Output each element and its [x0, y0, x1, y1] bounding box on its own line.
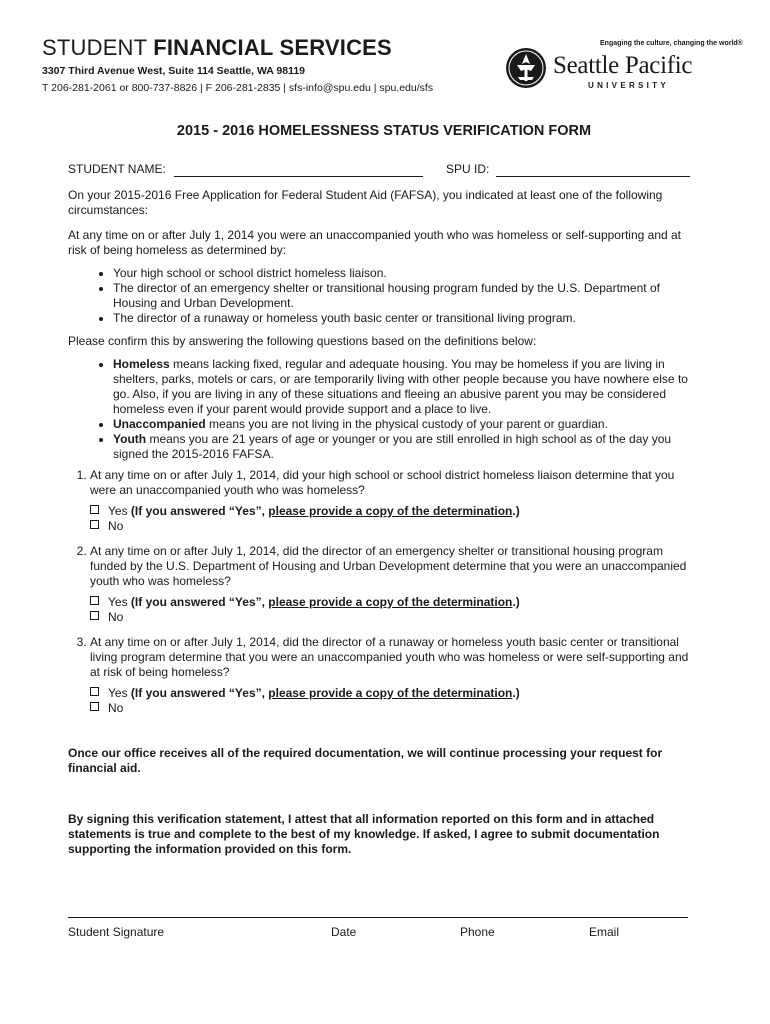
question-3	[90, 635, 700, 716]
student-name-label: STUDENT NAME:	[68, 162, 166, 176]
definition-list	[68, 357, 700, 462]
question-text: 3. At any time on or after July 1, 2014, did the director of a runaway or homeless youth basic center or transitional living program determine that you were an unaccompanied youth who was homeless or were self-supporting and at risk of being homeless?	[90, 635, 689, 679]
form-title: 2015 - 2016 HOMELESSNESS STATUS VERIFICATION FORM	[176, 123, 592, 139]
definition-unaccompanied: • Unaccompanied means you are not living in the physical custody of your parent or guardian.	[113, 417, 700, 432]
notice-text: Once our office receives all of the required documentation, we will continue processing your request for financial aid.	[68, 746, 663, 775]
org-address: 3307 Third Avenue West, Suite 114 Seattle, WA 98119	[42, 65, 306, 77]
signature-line[interactable]	[68, 917, 688, 918]
spu-id-field[interactable]	[496, 176, 690, 177]
seal-icon	[505, 47, 547, 89]
checkbox[interactable]	[90, 702, 99, 711]
student-signature-label: Student Signature	[68, 925, 165, 939]
org-title: STUDENT FINANCIAL SERVICES	[42, 35, 392, 60]
intro-text: On your 2015-2016 Free Application for Federal Student Aid (FAFSA), you indicated at least one of the following circumstances:	[68, 188, 663, 217]
org-contact: T 206-281-2061 or 800-737-8826 | F 206-281-2835 | sfs-info@spu.edu | spu.edu/sfs	[42, 82, 434, 94]
definition-homeless: • Homeless means lacking fixed, regular and adequate housing. You may be homeless if you are living in shelters, parks, motels or cars, or are temporarily living with other people because you have nowhere else to go. Also, if you are living in any of these situations and fleeing an abusive parent you may be considered homeless even if your parent would provide support and a place to live.	[113, 357, 700, 417]
logo-name: Seattle Pacific	[553, 52, 693, 79]
checkbox[interactable]	[90, 505, 99, 514]
checkbox[interactable]	[90, 687, 99, 696]
email-label: Email	[589, 925, 620, 939]
question-list	[68, 468, 700, 716]
question-2	[90, 544, 700, 625]
list-item: • The director of an emergency shelter or transitional housing program funded by the U.S. Department of Housing and Urban Development.	[113, 281, 700, 311]
checkbox[interactable]	[90, 611, 99, 620]
student-info-row	[68, 162, 700, 178]
no-option[interactable]: No	[90, 519, 700, 534]
yes-option[interactable]: Yes (If you answered “Yes”, please provide a copy of the determination.)	[90, 595, 700, 610]
yes-option[interactable]: Yes (If you answered “Yes”, please provide a copy of the determination.)	[90, 686, 700, 701]
question-text: 2. At any time on or after July 1, 2014, did the director of an emergency shelter or transitional housing program funded by the U.S. Department of Housing and Urban Development determine that you were an unaccompanied youth who was homeless?	[90, 544, 687, 588]
condition-text: At any time on or after July 1, 2014 you were an unaccompanied youth who was homeless or self-supporting and at risk of being homeless as determined by:	[68, 228, 682, 257]
attestation-text: By signing this verification statement, I attest that all information reported on this form and in attached statements is true and complete to the best of my knowledge. If asked, I agree to submit documentation supporting the information provided on this form.	[68, 812, 660, 856]
logo-university: UNIVERSITY	[588, 81, 670, 90]
university-logo	[505, 40, 743, 95]
logo-tagline: Engaging the culture, changing the world®	[600, 40, 743, 47]
date-label: Date	[331, 925, 357, 939]
confirm-intro: Please confirm this by answering the following questions based on the definitions below:	[68, 334, 537, 348]
question-text: 1. At any time on or after July 1, 2014, did your high school or school district homeless liaison determine that you were an unaccompanied youth who was homeless?	[90, 468, 675, 497]
org-header	[42, 36, 433, 95]
yes-option[interactable]: Yes (If you answered “Yes”, please provide a copy of the determination.)	[90, 504, 700, 519]
checkbox[interactable]	[90, 596, 99, 605]
list-item: • The director of a runaway or homeless youth basic center or transitional living program.	[113, 311, 700, 326]
list-item: • Your high school or school district homeless liaison.	[113, 266, 700, 281]
phone-label: Phone	[460, 925, 495, 939]
no-option[interactable]: No	[90, 701, 700, 716]
spu-id-label: SPU ID:	[446, 162, 490, 176]
form-body	[68, 124, 700, 867]
question-1	[90, 468, 700, 534]
no-option[interactable]: No	[90, 610, 700, 625]
checkbox[interactable]	[90, 520, 99, 529]
student-name-field[interactable]	[174, 176, 423, 177]
determiner-list	[68, 266, 700, 326]
definition-youth: • Youth means you are 21 years of age or younger or you are still enrolled in high school as of the day you signed the 2015-2016 FAFSA.	[113, 432, 700, 462]
